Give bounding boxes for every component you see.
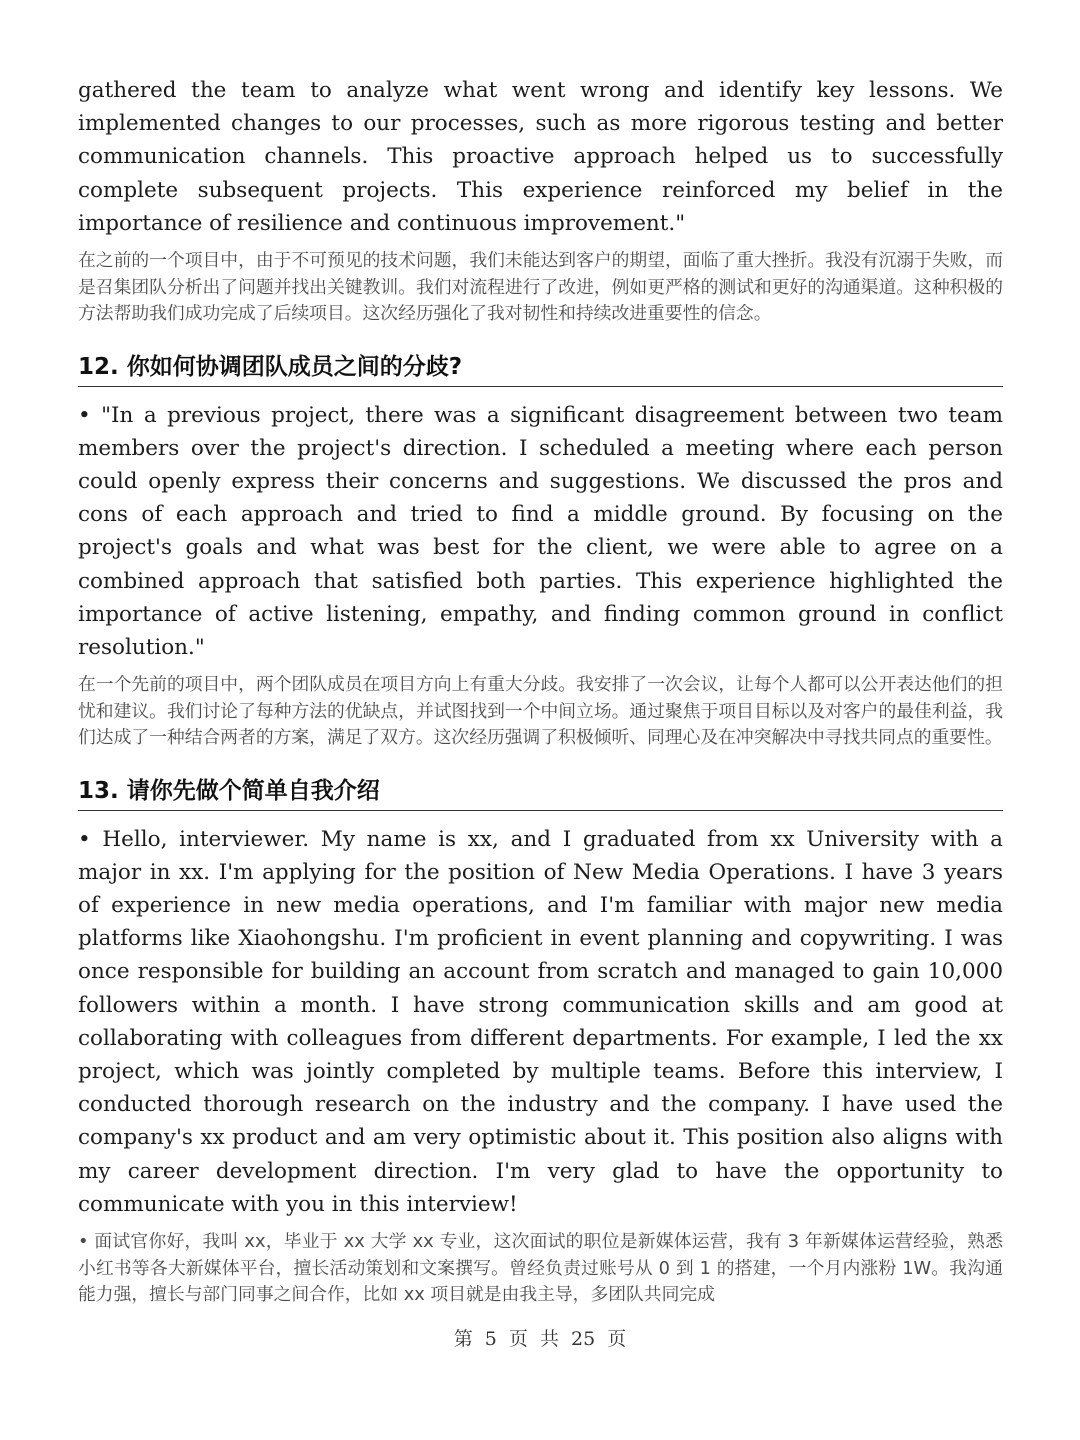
section-13-heading: 13. 请你先做个简单自我介绍 (78, 772, 1003, 811)
footer-total-pages: 25 (571, 1328, 596, 1350)
page-footer (0, 1324, 1080, 1351)
section-13-chinese-paragraph: • 面试官你好，我叫 xx，毕业于 xx 大学 xx 专业，这次面试的职位是新媒体运营，我有 3 年新媒体运营经验，熟悉小红书等各大新媒体平台，擅长活动策划和文案撰写。曾经负责过账号从 0 到 1 的搭建，一个月内涨粉 1W。我沟通能力强，擅长与部门同事之间合作，比如 xx 项目就是由我主导，多团队共同完成 (78, 1231, 1003, 1306)
footer-page-number: 5 (484, 1328, 497, 1350)
section-12-chinese-paragraph: 在一个先前的项目中，两个团队成员在项目方向上有重大分歧。我安排了一次会议，让每个人都可以公开表达他们的担忧和建议。我们讨论了每种方法的优缺点，并试图找到一个中间立场。通过聚焦于项目目标以及对客户的最佳利益，我们达成了一种结合两者的方案，满足了双方。这次经历强调了积极倾听、同理心及在冲突解决中寻找共同点的重要性。 (78, 674, 1003, 749)
intro-chinese-paragraph: 在之前的一个项目中，由于不可预见的技术问题，我们未能达到客户的期望，面临了重大挫折。我没有沉溺于失败，而是召集团队分析出了问题并找出关键教训。我们对流程进行了改进，例如更严格的测试和更好的沟通渠道。这种积极的方法帮助我们成功完成了后续项目。这次经历强化了我对韧性和持续改进重要性的信念。 (78, 250, 1003, 325)
intro-english-paragraph: gathered the team to analyze what went wrong and identify key lessons. We implemented changes to our processes, such as more rigorous testing and better communication channels. This proactive approach helped us to successfully complete subsequent projects. This experience reinforced my belief in the importance of resilience and continuous improvement." (78, 78, 1003, 236)
footer-di: 第 (453, 1328, 473, 1350)
section-13-english-paragraph: • Hello, interviewer. My name is xx, and I graduated from xx University with a major in xx. I'm applying for the position of New Media Operations. I have 3 years of experience in new media operations, and I'm familiar with major new media platforms like Xiaohongshu. I'm proficient in event planning and copywriting. I was once responsible for building an account from scratch and managed to gain 10,000 followers within a month. I have strong communication skills and am good at collaborating with colleagues from different departments. For example, I led the xx project, which was jointly completed by multiple teams. Before this interview, I conducted thorough research on the industry and the company. I have used the company's xx product and am very optimistic about it. This position also aligns with my career development direction. I'm very glad to have the opportunity to communicate with you in this interview! (78, 826, 1003, 1217)
section-12-english-paragraph: • "In a previous project, there was a significant disagreement between two team members over the project's direction. I scheduled a meeting where each person could openly express their concerns and suggestions. We discussed the pros and cons of each approach and tried to find a middle ground. By focusing on the project's goals and what was best for the client, we were able to agree on a combined approach that satisfied both parties. This experience highlighted the importance of active listening, empathy, and finding common ground in conflict resolution." (78, 402, 1003, 660)
footer-ye-2: 页 (607, 1328, 627, 1350)
footer-gong: 共 (539, 1328, 559, 1350)
document-page (78, 74, 1003, 1309)
section-12-heading: 12. 你如何协调团队成员之间的分歧? (78, 348, 1003, 387)
footer-ye: 页 (508, 1328, 528, 1350)
